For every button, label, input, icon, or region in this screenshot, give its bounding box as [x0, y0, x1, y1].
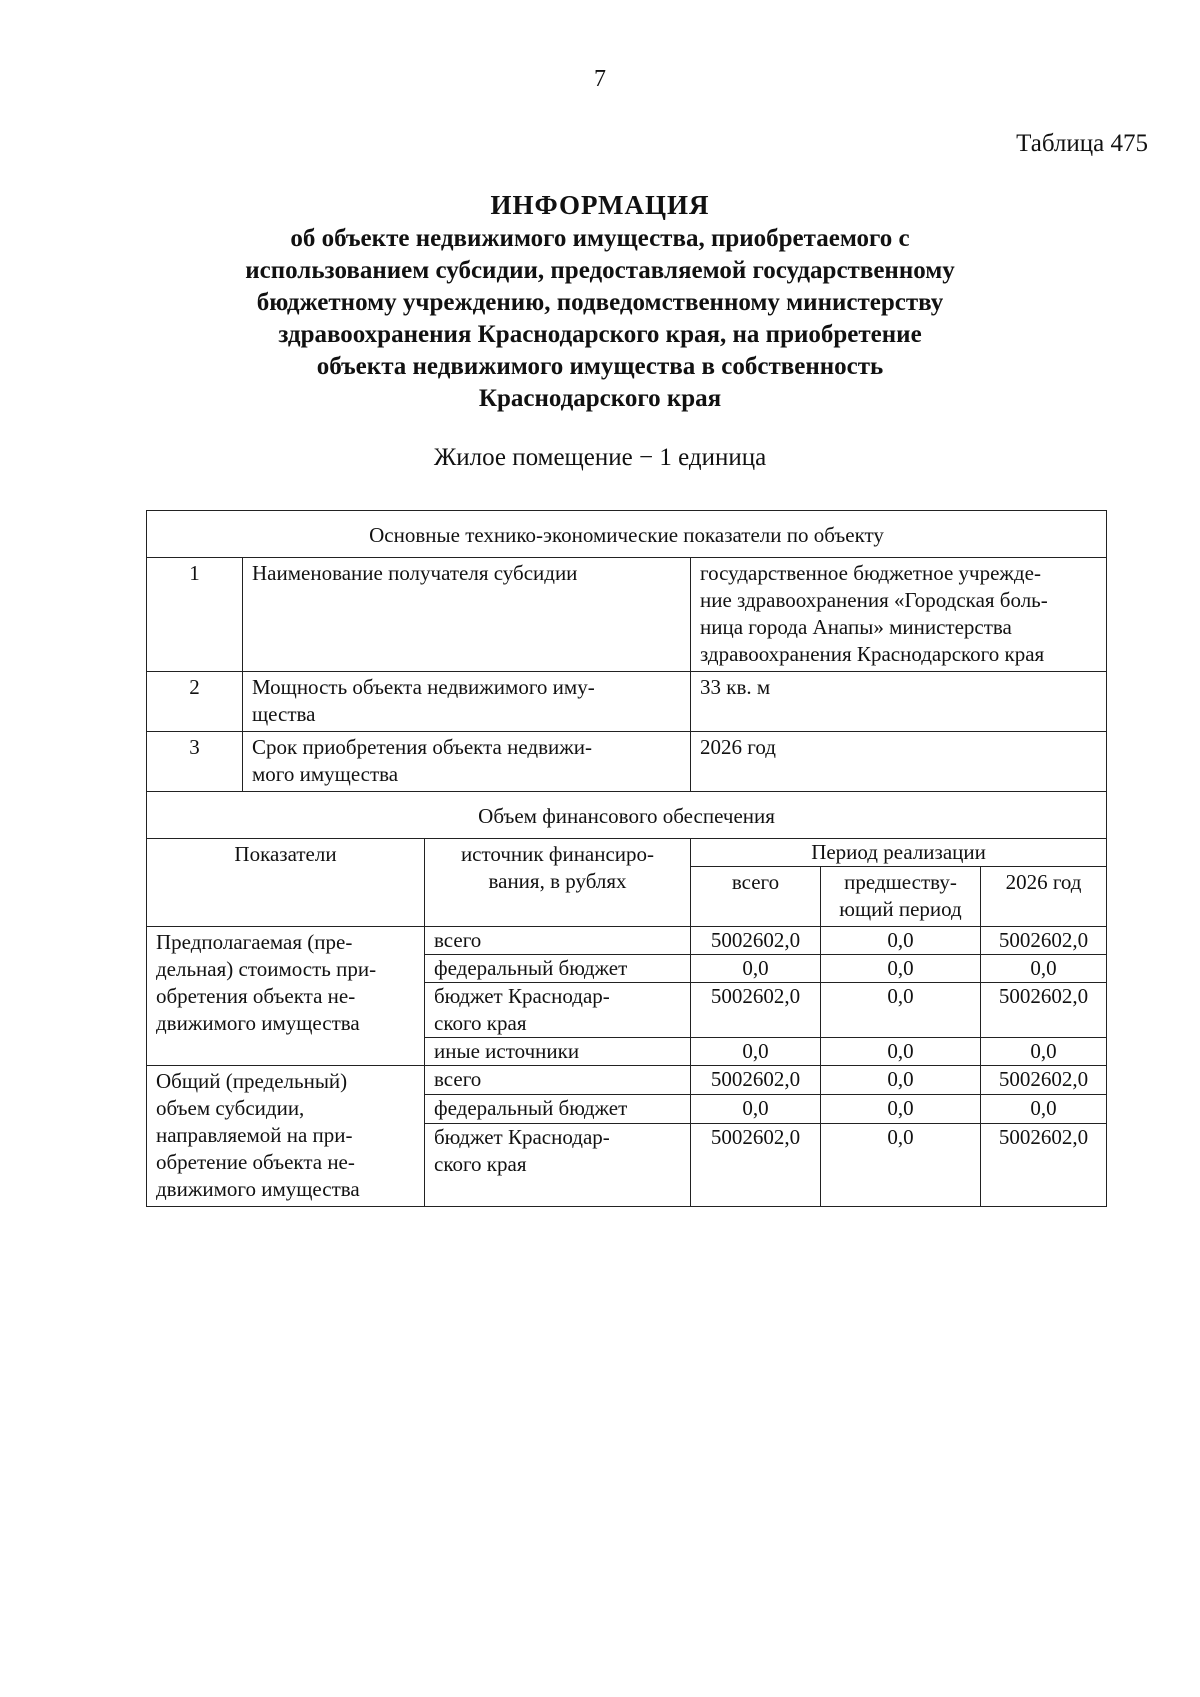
row-number: 3 [147, 732, 243, 792]
heading-line: здравоохранения Краснодарского края, на приобретение [278, 321, 922, 348]
total-cell: 5002602,0 [691, 983, 821, 1038]
source-cell: всего [425, 927, 691, 955]
source-cell: федеральный бюджет [425, 955, 691, 983]
page-number: 7 [594, 66, 606, 92]
year-cell: 5002602,0 [981, 927, 1107, 955]
header-indicators: Показатели [147, 839, 425, 927]
total-cell: 5002602,0 [691, 1124, 821, 1207]
source-cell: бюджет Краснодар- ского края [425, 1124, 691, 1207]
previous-cell: 0,0 [821, 955, 981, 983]
header-total: всего [691, 867, 821, 927]
total-cell: 0,0 [691, 955, 821, 983]
header-source: источник финансиро- вания, в рублях [425, 839, 691, 927]
year-cell: 5002602,0 [981, 983, 1107, 1038]
indicators-section-title: Основные технико-экономические показатели по объекту [147, 511, 1107, 558]
document-heading [150, 188, 1050, 415]
table-header-row [147, 839, 1107, 867]
total-cell: 5002602,0 [691, 927, 821, 955]
header-previous: предшеству- ющий период [821, 867, 981, 927]
group-label: Общий (предельный) объем субсидии, направляемой на при- обретение объекта не- движимого имущества [147, 1066, 425, 1207]
header-year: 2026 год [981, 867, 1107, 927]
info-table [146, 510, 1107, 1207]
source-cell: федеральный бюджет [425, 1095, 691, 1124]
object-description: Жилое помещение − 1 единица [433, 444, 767, 471]
previous-cell: 0,0 [821, 1124, 981, 1207]
table-row [147, 511, 1107, 558]
source-cell: иные источники [425, 1038, 691, 1066]
table-row [147, 732, 1107, 792]
indicator-value: государственное бюджетное учрежде- ние здравоохранения «Городская боль- ница города Анапы» министерства здравоохранения Краснодарского края [691, 558, 1107, 672]
year-cell: 5002602,0 [981, 1124, 1107, 1207]
row-number: 2 [147, 672, 243, 732]
total-cell: 0,0 [691, 1038, 821, 1066]
indicator-name: Срок приобретения объекта недвижи- мого имущества [243, 732, 691, 792]
heading-title: ИНФОРМАЦИЯ [490, 190, 710, 220]
table-row [147, 672, 1107, 732]
year-cell: 0,0 [981, 955, 1107, 983]
indicator-name: Мощность объекта недвижимого иму- щества [243, 672, 691, 732]
source-cell: бюджет Краснодар- ского края [425, 983, 691, 1038]
indicator-value: 2026 год [691, 732, 1107, 792]
previous-cell: 0,0 [821, 927, 981, 955]
table-row [147, 1066, 1107, 1095]
table-row [147, 558, 1107, 672]
heading-line: использованием субсидии, предоставляемой государственному [245, 257, 955, 284]
header-period: Период реализации [691, 839, 1107, 867]
year-cell: 5002602,0 [981, 1066, 1107, 1095]
previous-cell: 0,0 [821, 1066, 981, 1095]
source-cell: всего [425, 1066, 691, 1095]
heading-line: об объекте недвижимого имущества, приобретаемого с [290, 225, 910, 252]
year-cell: 0,0 [981, 1095, 1107, 1124]
finance-section-title: Объем финансового обеспечения [147, 792, 1107, 839]
table-row [147, 792, 1107, 839]
total-cell: 5002602,0 [691, 1066, 821, 1095]
heading-line: объекта недвижимого имущества в собственность [316, 353, 884, 380]
previous-cell: 0,0 [821, 983, 981, 1038]
previous-cell: 0,0 [821, 1095, 981, 1124]
previous-cell: 0,0 [821, 1038, 981, 1066]
row-number: 1 [147, 558, 243, 672]
heading-line: бюджетному учреждению, подведомственному министерству [256, 289, 944, 316]
total-cell: 0,0 [691, 1095, 821, 1124]
group-label: Предполагаемая (пре- дельная) стоимость при- обретения объекта не- движимого имущества [147, 927, 425, 1066]
table-row [147, 927, 1107, 955]
heading-line: Краснодарского края [478, 385, 722, 412]
table-label: Таблица 475 [1016, 130, 1148, 157]
year-cell: 0,0 [981, 1038, 1107, 1066]
indicator-name: Наименование получателя субсидии [243, 558, 691, 672]
indicator-value: 33 кв. м [691, 672, 1107, 732]
